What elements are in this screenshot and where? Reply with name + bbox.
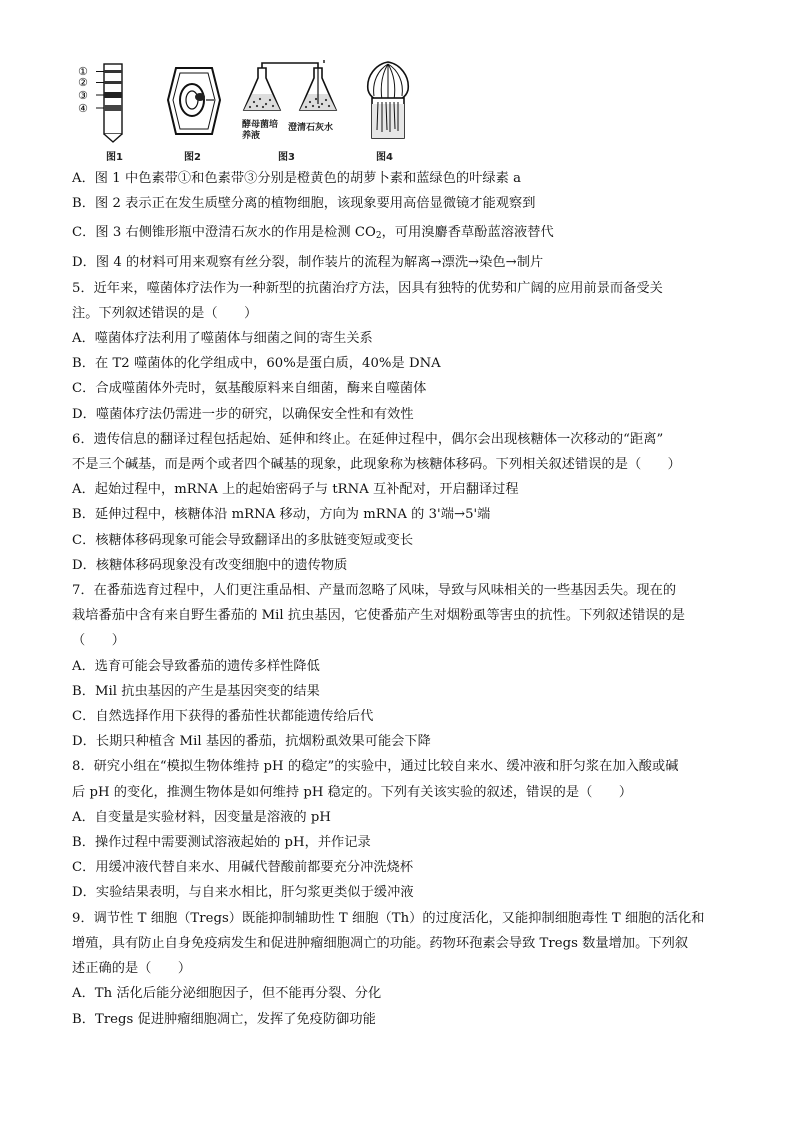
q5-option-c: C．合成噬菌体外壳时，氨基酸原料来自细菌，酶来自噬菌体	[72, 381, 427, 397]
figure-2-plasmolysis-cell	[162, 60, 226, 164]
band-marker-3: ③	[78, 89, 88, 102]
yeast-culture-label: 酵母菌培养液	[242, 120, 279, 141]
vacuole	[186, 91, 198, 109]
figure-strip	[70, 60, 420, 164]
q6-option-c: C．核糖体移码现象可能会导致翻译出的多肽链变短或变长	[72, 532, 414, 548]
band-marker-1: ①	[78, 65, 88, 78]
question-8	[72, 754, 724, 905]
q7-stem-line-1: 7．在番茄选育过程中，人们更注重品相、产量而忽略了风味，导致与风味相关的一些基因丢失。现在的	[72, 583, 677, 599]
pigment-band-3	[104, 92, 122, 98]
q7-option-b: B．Mil 抗虫基因的产生是基因突变的结果	[72, 683, 320, 699]
q9-option-b: B．Tregs 促进肿瘤细胞凋亡，发挥了免疫防御功能	[72, 1011, 376, 1027]
plant-cell-drawing	[162, 60, 226, 144]
pigment-band-2	[104, 81, 122, 84]
q9-stem-line-3: 述正确的是（ ）	[72, 961, 192, 977]
question-7	[72, 578, 724, 754]
figure-3-caption: 图3	[278, 152, 295, 163]
figure-3-fermentation-apparatus	[242, 60, 352, 164]
q4-option-c-text-1: C．图 3 右侧锥形瓶中澄清石灰水的作用是检测 CO	[72, 225, 376, 241]
question-9	[72, 906, 724, 1032]
band-marker-2: ②	[78, 76, 88, 89]
connecting-tube	[262, 63, 318, 68]
q5-stem-line-1: 5．近年来，噬菌体疗法作为一种新型的抗菌治疗方法，因具有独特的优势和广阔的应用前景而备受关	[72, 280, 663, 296]
q7-option-c: C．自然选择作用下获得的番茄性状都能遗传给后代	[72, 709, 374, 725]
q7-stem-line-2: 栽培番茄中含有来自野生番茄的 Mil 抗虫基因，它使番茄产生对烟粉虱等害虫的抗性。下列叙述错误的是	[72, 608, 686, 624]
q4-option-c	[72, 216, 724, 250]
question-4-options	[72, 166, 724, 276]
q6-option-a: A．起始过程中，mRNA 上的起始密码子与 tRNA 互补配对，开启翻译过程	[72, 482, 519, 498]
q7-stem-line-3: （ ）	[72, 633, 125, 649]
q8-option-c: C．用缓冲液代替自来水、用碱代替酸前都要充分冲洗烧杯	[72, 860, 414, 876]
q6-option-d: D．核糖体移码现象没有改变细胞中的遗传物质	[72, 557, 348, 573]
q4-option-c-text-2: ，可用溴麝香草酚蓝溶液替代	[381, 225, 554, 241]
question-content	[72, 166, 724, 1032]
band-marker-4: ④	[78, 102, 88, 115]
q8-stem-line-1: 8．研究小组在“模拟生物体维持 pH 的稳定”的实验中，通过比较自来水、缓冲液和肝匀浆在加入酸或碱	[72, 759, 679, 775]
q7-option-a: A．选育可能会导致番茄的遗传多样性降低	[72, 658, 320, 674]
pigment-band-1	[104, 70, 122, 73]
q4-option-a: A．图 1 中色素带①和色素带③分别是橙黄色的胡萝卜素和蓝绿色的叶绿素 a	[72, 171, 522, 186]
q5-option-b: B．在 T2 噬菌体的化学组成中，60%是蛋白质，40%是 DNA	[72, 356, 441, 372]
q4-option-b: B．图 2 表示正在发生质壁分离的植物细胞，该现象要用高倍显微镜才能观察到	[72, 196, 536, 212]
q5-option-d: D．噬菌体疗法仍需进一步的研究，以确保安全性和有效性	[72, 406, 414, 422]
q4-option-d: D．图 4 的材料可用来观察有丝分裂，制作装片的流程为解离→漂洗→染色→制片	[72, 255, 544, 271]
q8-option-d: D．实验结果表明，与自来水相比，肝匀浆更类似于缓冲液	[72, 885, 414, 901]
q8-stem-line-2: 后 pH 的变化，推测生物体是如何维持 pH 稳定的。下列有关该实验的叙述，错误的是（ ）	[72, 784, 633, 800]
figure-4-caption: 图4	[376, 152, 393, 163]
q6-stem-line-2: 不是三个碱基，而是两个或者四个碱基的现象，此现象称为核糖体移码。下列相关叙述错误的是（ ）	[72, 457, 681, 473]
q5-stem-line-2: 注。下列叙述错误的是（ ）	[72, 305, 258, 321]
q8-option-a: A．自变量是实验材料，因变量是溶液的 pH	[72, 809, 331, 825]
q7-option-d: D．长期只种植含 Mil 基因的番茄，抗烟粉虱效果可能会下降	[72, 734, 431, 750]
q9-stem-line-1: 9．调节性 T 细胞（Tregs）既能抑制辅助性 T 细胞（Th）的过度活化，又能抑制细胞毒性 T 细胞的活化和	[72, 910, 705, 926]
flask-apparatus-drawing	[242, 60, 352, 120]
figure-2-caption: 图2	[184, 152, 201, 163]
onion-beaker-drawing	[358, 60, 418, 144]
q6-option-b: B．延伸过程中，核糖体沿 mRNA 移动，方向为 mRNA 的 3'端→5'端	[72, 507, 491, 523]
q4-option-c-subscript: 2	[375, 231, 382, 242]
q9-option-a: A．Th 活化后能分泌细胞因子，但不能再分裂、分化	[72, 986, 382, 1002]
question-6	[72, 427, 724, 578]
q6-stem-line-1: 6．遗传信息的翻译过程包括起始、延伸和终止。在延伸过程中，偶尔会出现核糖体一次移动的“距离”	[72, 431, 664, 447]
figure-4-onion-root-tip	[358, 60, 418, 164]
chromatography-strip-drawing	[70, 60, 140, 144]
q8-option-b: B．操作过程中需要测试溶液起始的 pH，并作记录	[72, 835, 371, 851]
q9-stem-line-2: 增殖，具有防止自身免疫病发生和促进肿瘤细胞凋亡的功能。药物环孢素会导致 Tregs 数量增加。下列叙	[72, 935, 689, 951]
pigment-band-4	[104, 105, 122, 111]
limewater-label: 澄清石灰水	[288, 123, 334, 133]
q5-option-a: A．噬菌体疗法利用了噬菌体与细菌之间的寄生关系	[72, 331, 373, 347]
nucleus	[195, 93, 205, 101]
figure-1-chromatography	[70, 60, 140, 164]
figure-1-caption: 图1	[106, 152, 123, 163]
question-5	[72, 276, 724, 427]
